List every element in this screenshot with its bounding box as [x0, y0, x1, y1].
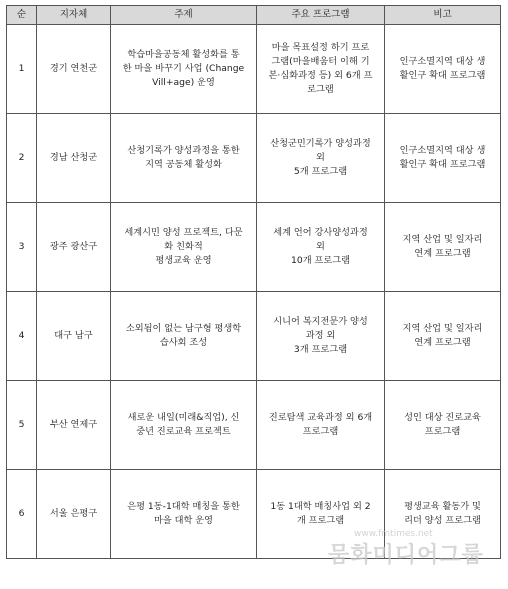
- cell-region: 서울 은평구: [37, 470, 111, 559]
- cell-note: [385, 292, 501, 381]
- cell-note-line: 활인구 확대 프로그램: [399, 159, 486, 170]
- cell-topic-line: 새로운 내일(미래&직업), 신: [127, 412, 240, 423]
- cell-note-line: 지역 산업 및 일자리: [402, 323, 483, 334]
- cell-topic-line: 마을 대학 운영: [153, 515, 214, 526]
- cell-note-line: 인구소멸지역 대상 생: [399, 145, 486, 156]
- cell-note-line: 활인구 확대 프로그램: [399, 70, 486, 81]
- cell-region: 경남 산청군: [37, 114, 111, 203]
- cell-note-line: 인구소멸지역 대상 생: [399, 56, 486, 67]
- cell-programs-line: 개 프로그램: [296, 515, 345, 526]
- table-row: [7, 114, 501, 203]
- cell-note: [385, 114, 501, 203]
- cell-programs: [257, 292, 385, 381]
- table-row: [7, 470, 501, 559]
- table-body: [7, 25, 501, 559]
- watermark-logo-text: 뭄화미디어그룹: [328, 543, 484, 568]
- cell-programs-line: 외: [316, 152, 325, 163]
- cell-programs-line: 로그램: [307, 84, 334, 95]
- cell-number: 4: [7, 292, 37, 381]
- cell-note: [385, 203, 501, 292]
- cell-note: [385, 470, 501, 559]
- cell-programs-line: 외: [316, 241, 325, 252]
- cell-topic: [111, 292, 257, 381]
- cell-region: 경기 연천군: [37, 25, 111, 114]
- cell-programs-line: 그램(마을배움터 이해 기: [271, 56, 370, 67]
- cell-note-line: 성인 대상 진로교육: [404, 412, 481, 423]
- cell-programs-line: 마을 목표설정 하기 프로: [271, 42, 370, 53]
- cell-number: 3: [7, 203, 37, 292]
- cell-topic: [111, 381, 257, 470]
- cell-note-line: 프로그램: [424, 426, 461, 437]
- cell-programs: [257, 25, 385, 114]
- cell-programs-line: 시니어 복지전문가 양성: [273, 316, 368, 327]
- cell-topic-line: 습사회 조성: [159, 337, 208, 348]
- cell-number: 2: [7, 114, 37, 203]
- cell-topic-line: 은평 1동-1대학 매칭을 통한: [127, 501, 240, 512]
- table-row: [7, 25, 501, 114]
- cell-topic-line: 지역 공동체 활성화: [145, 159, 222, 170]
- cell-topic-line: Vill+age) 운영: [152, 77, 215, 88]
- watermark-url: www.fmtimes.net: [354, 529, 433, 539]
- cell-topic-line: 세계시민 양성 프로젝트, 다문: [124, 227, 243, 238]
- cell-topic-line: 한 마을 바꾸기 사업 (Change: [122, 63, 245, 74]
- cell-topic: [111, 203, 257, 292]
- cell-topic-line: 산청기록가 양성과정을 통한: [127, 145, 240, 156]
- cell-topic-line: 중년 진로교육 프로젝트: [136, 426, 231, 437]
- cell-note-line: 연계 프로그램: [414, 248, 471, 259]
- cell-topic-line: 소외됨이 없는 남구형 평생학: [125, 323, 242, 334]
- cell-programs: [257, 203, 385, 292]
- header-note: 비고: [385, 6, 501, 25]
- cell-programs-line: 프로그램: [302, 426, 339, 437]
- cell-topic-line: 학습마을공동체 활성화를 통: [127, 49, 240, 60]
- table-row: [7, 203, 501, 292]
- cell-region: 부산 연제구: [37, 381, 111, 470]
- cell-topic: [111, 25, 257, 114]
- cell-note: [385, 25, 501, 114]
- cell-region: 대구 남구: [37, 292, 111, 381]
- header-programs: 주요 프로그램: [257, 6, 385, 25]
- cell-programs-line: 1동 1대학 매칭사업 외 2: [270, 501, 371, 512]
- cell-programs: [257, 381, 385, 470]
- cell-note-line: 평생교육 활동가 및: [404, 501, 481, 512]
- cell-programs-line: 산청군민기록가 양성과정: [270, 138, 371, 149]
- cell-number: 5: [7, 381, 37, 470]
- cell-programs-line: 과정 외: [305, 330, 336, 341]
- cell-topic-line: 화 친화적: [164, 241, 203, 252]
- cell-topic: [111, 114, 257, 203]
- header-number: 순: [7, 6, 37, 25]
- cell-programs: [257, 114, 385, 203]
- cell-programs-line: 10개 프로그램: [291, 255, 350, 266]
- cell-note-line: 지역 산업 및 일자리: [402, 234, 483, 245]
- cell-number: 1: [7, 25, 37, 114]
- cell-programs-line: 3개 프로그램: [293, 344, 348, 355]
- cell-topic-line: 평생교육 운영: [155, 255, 212, 266]
- table-header-row: [7, 6, 501, 25]
- header-region: 지자체: [37, 6, 111, 25]
- table-row: [7, 381, 501, 470]
- cell-note: [385, 381, 501, 470]
- cell-note-line: 리더 양성 프로그램: [404, 515, 481, 526]
- cell-number: 6: [7, 470, 37, 559]
- program-table: [6, 5, 501, 559]
- cell-programs: [257, 470, 385, 559]
- cell-programs-line: 본·심화과정 등) 외 6개 프: [268, 70, 373, 81]
- cell-topic: [111, 470, 257, 559]
- table-row: [7, 292, 501, 381]
- cell-programs-line: 5개 프로그램: [293, 166, 348, 177]
- cell-programs-line: 진로탐색 교육과정 외 6개: [268, 412, 373, 423]
- cell-note-line: 연계 프로그램: [414, 337, 471, 348]
- cell-programs-line: 세계 언어 강사양성과정: [273, 227, 368, 238]
- header-topic: 주제: [111, 6, 257, 25]
- cell-region: 광주 광산구: [37, 203, 111, 292]
